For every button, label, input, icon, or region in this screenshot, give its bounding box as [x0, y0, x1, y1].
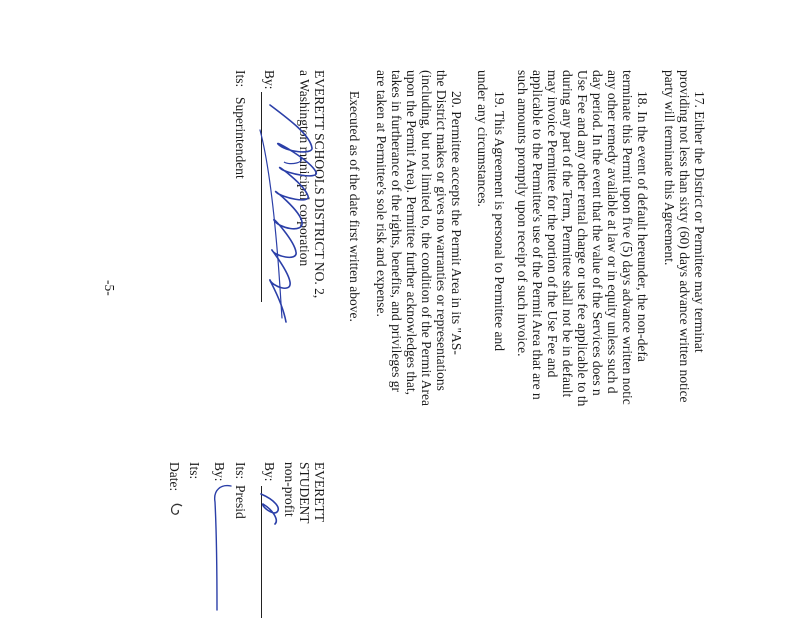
paragraph-17-line-3: party will terminate this Agreement.	[662, 70, 677, 266]
right-party-description: non-profit	[282, 462, 297, 517]
left-its-label: Its:	[233, 70, 248, 88]
paragraph-17-line-2: providing not less than sixty (60) days advance written notice	[677, 70, 692, 403]
paragraph-20-line-4: upon the Permit Area). Permittee further acknowledges that,	[404, 70, 419, 396]
paragraph-18-line-9: such amounts promptly upon receipt of such invoice.	[515, 70, 530, 357]
right-its2-label: Its:	[187, 462, 202, 480]
paragraph-18-line-3: any other remedy available at law or in equity unless such d	[605, 70, 620, 394]
left-party-name: EVERETT SCHOOLS DISTRICT NO. 2,	[312, 70, 327, 299]
paragraph-18-line-7: may invoice Permittee for the portion of the Use Fee and	[545, 70, 560, 378]
paragraph-18-line-1: 18. In the event of default hereunder, the non-defa	[635, 91, 650, 362]
right-signature-icon	[255, 490, 285, 618]
paragraph-18-line-8: applicable to the Permittee's use of the Permit Area that are n	[530, 70, 545, 400]
paragraph-20-line-1: 20. Permittee accepts the Permit Area in its "AS-	[449, 91, 464, 355]
right-date-label: Date:	[167, 462, 182, 492]
left-by-label: By:	[262, 70, 277, 90]
right-party-name-2: STUDENT	[297, 462, 312, 524]
paragraph-18-line-2: terminate this Permit upon five (5) days advance written notic	[620, 70, 635, 405]
paragraph-18-line-6: during any part of the Term, Permittee shall not be in default	[560, 70, 575, 398]
right-party-name: EVERETT	[312, 462, 327, 522]
paragraph-20-line-3: (including, but not limited to, the condition of the Permit Area	[419, 70, 434, 406]
right-by-label: By:	[262, 462, 277, 482]
paragraph-18-line-5: Use Fee and any other rental charge or use fee applicable to th	[575, 70, 590, 407]
right-its-value: Presid	[233, 485, 248, 519]
right-second-signature-icon	[209, 482, 235, 612]
executed-statement: Executed as of the date first written above.	[347, 91, 362, 322]
left-party-description: a Washington municipal corporation	[297, 70, 312, 267]
left-signature-icon	[250, 100, 330, 330]
right-by2-label: By:	[212, 462, 227, 482]
right-its-label: Its:	[233, 462, 248, 480]
page-number: -5-	[102, 280, 117, 296]
paragraph-19-line-1: 19. This Agreement is personal to Permittee and	[492, 91, 507, 351]
right-date-handwriting-icon	[166, 500, 188, 530]
paragraph-19-line-2: under any circumstances.	[475, 70, 490, 207]
paragraph-20-line-6: are taken at Permittee's sole risk and expense.	[374, 70, 389, 317]
paragraph-18-line-4: day period. In the event that the value of the Services does n	[590, 70, 605, 396]
paragraph-20-line-2: the District makes or gives no warranties or representations	[434, 70, 449, 391]
left-its-value: Superintendent	[233, 97, 248, 179]
paragraph-20-line-5: takes in furtherance of the rights, benefits, and privileges gr	[389, 70, 404, 393]
paragraph-17-line-1: 17. Either the District or Permittee may terminat	[692, 91, 707, 353]
